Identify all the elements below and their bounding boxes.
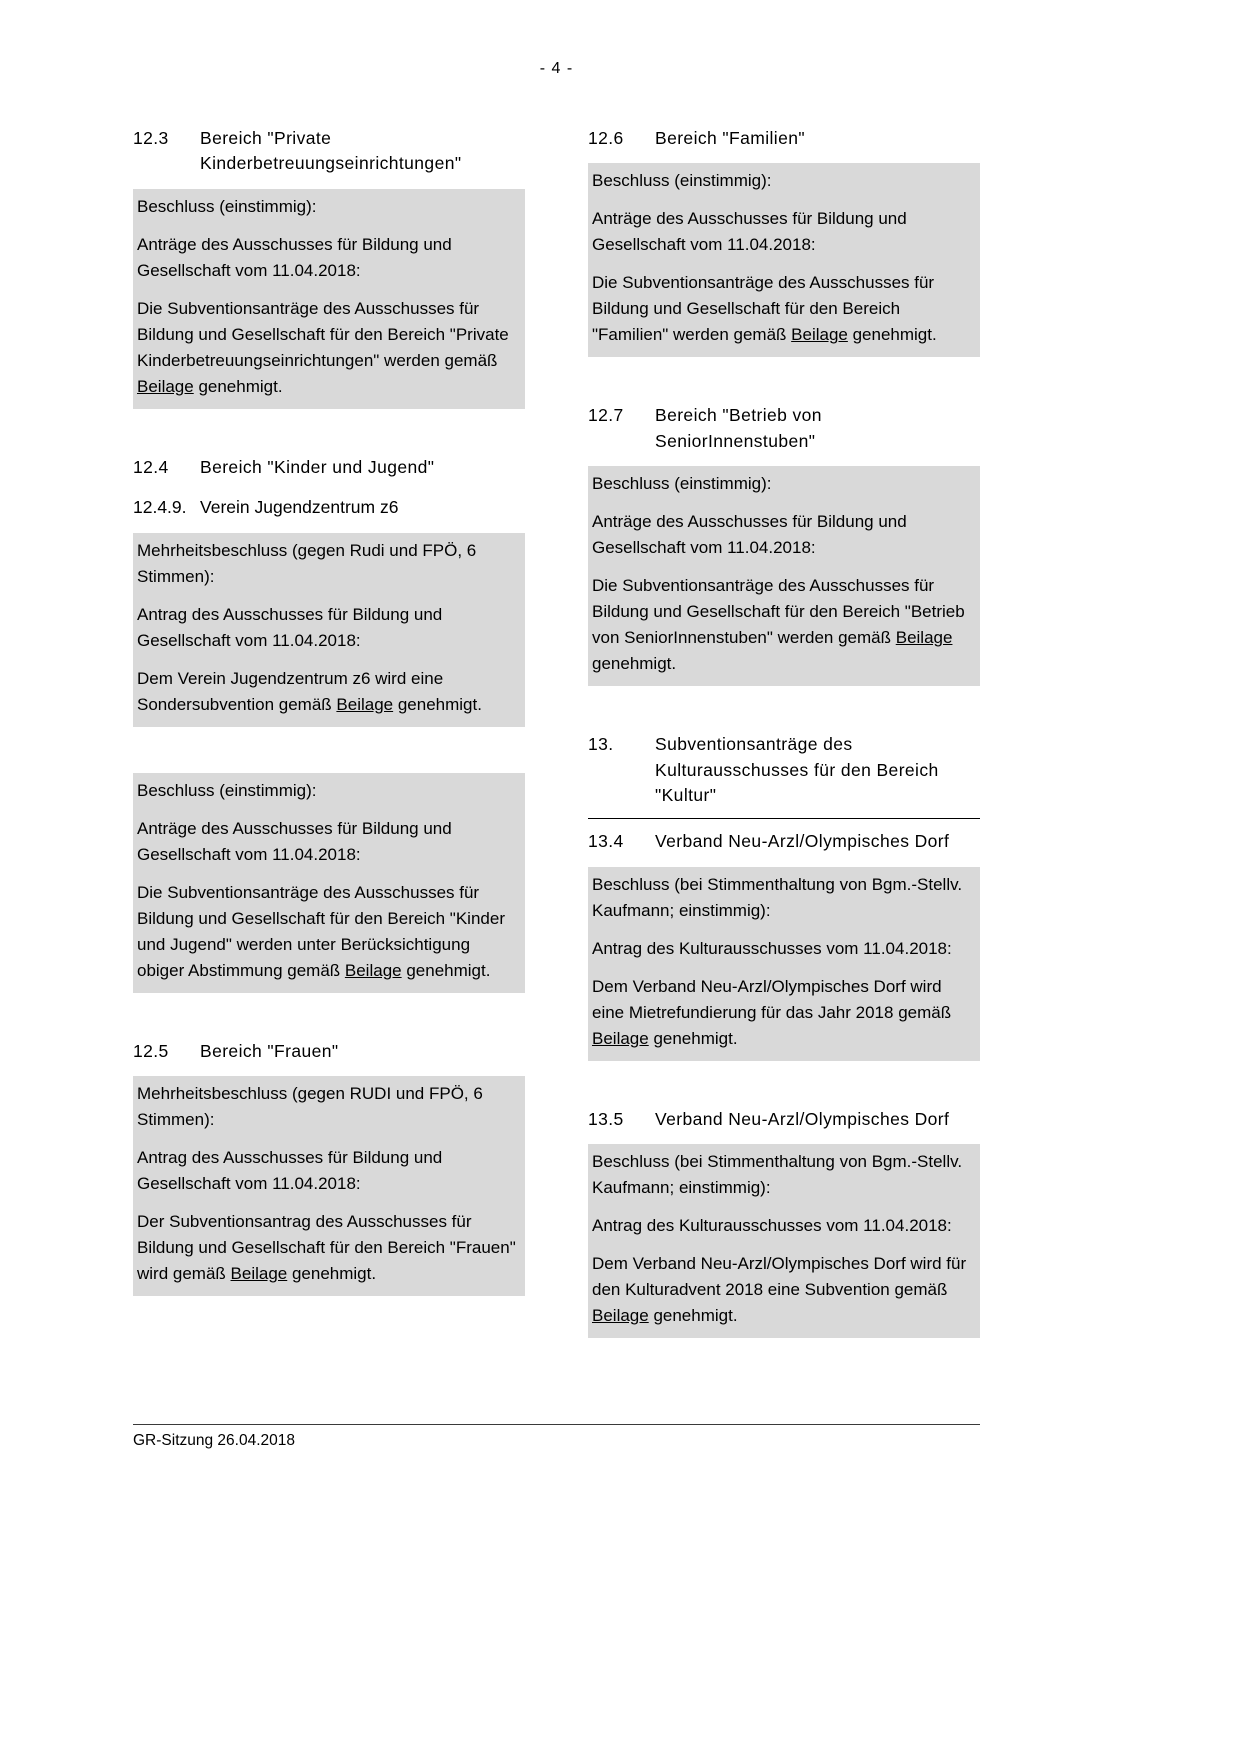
decision-paragraph (592, 1213, 972, 1239)
text-run: Der Subventionsantrag des Ausschusses für Bildung und Gesellschaft für den Bereich "Frauen" wird gemäß (137, 1211, 516, 1283)
text-run: Antrag des Ausschusses für Bildung und Gesellschaft vom 11.04.2018: (137, 1147, 443, 1193)
section-title: Verband Neu-Arzl/Olympisches Dorf (655, 1108, 950, 1129)
decision-paragraph (137, 1081, 517, 1133)
text-run: genehmigt. (401, 960, 491, 980)
section-heading-13 (588, 732, 980, 819)
text-run: Beschluss (einstimmig): (592, 474, 772, 494)
text-run: Beschluss (bei Stimmenthaltung von Bgm.-Stellv. Kaufmann; einstimmig): (592, 1152, 963, 1197)
decision-paragraph (137, 194, 517, 220)
section-title: Bereich "Frauen" (200, 1040, 339, 1061)
section-number: 12.3 (133, 128, 169, 148)
column-left (133, 126, 525, 1296)
decision-paragraph (137, 538, 517, 590)
text-run: Die Subventionsanträge des Ausschusses für Bildung und Gesellschaft für den Bereich "Kinder und Jugend" werden unter Berücksichtigung obiger Abstimmung gemäß (137, 882, 505, 980)
underlined-text: Beilage (895, 628, 953, 648)
text-run: Beschluss (einstimmig): (137, 780, 317, 800)
decision-box (588, 466, 980, 686)
text-run: Mehrheitsbeschluss (gegen RUDI und FPÖ, 6 Stimmen): (137, 1083, 483, 1129)
footer-text: GR-Sitzung 26.04.2018 (133, 1432, 295, 1449)
text-run: Die Subventionsanträge des Ausschusses für Bildung und Gesellschaft für den Bereich "Betrieb von SeniorInnenstuben" werden gemäß (592, 576, 965, 648)
decision-box (588, 163, 980, 357)
section-heading-12-3 (133, 126, 525, 177)
decision-box (133, 1076, 525, 1296)
underlined-text: Beilage (336, 694, 394, 714)
decision-paragraph (137, 880, 517, 984)
text-run: genehmigt. (847, 325, 937, 345)
text-run: Dem Verband Neu-Arzl/Olympisches Dorf wird eine Mietrefundierung für das Jahr 2018 gemäß (592, 976, 952, 1022)
decision-paragraph (137, 296, 517, 400)
section-number: 12.5 (133, 1040, 169, 1061)
decision-paragraph (137, 666, 517, 718)
section-number: 13.5 (588, 1108, 624, 1129)
underlined-text: Beilage (592, 1028, 649, 1048)
section-heading-12-6 (588, 126, 980, 151)
decision-paragraph (137, 602, 517, 654)
page-footer (133, 1424, 980, 1450)
decision-paragraph (137, 1145, 517, 1197)
section-number: 12.4 (133, 456, 169, 477)
text-run: Dem Verband Neu-Arzl/Olympisches Dorf wird für den Kulturadvent 2018 eine Subvention gemäß (592, 1254, 967, 1299)
decision-box (133, 773, 525, 993)
decision-paragraph (592, 936, 972, 962)
decision-paragraph (137, 816, 517, 868)
text-run: Beschluss (bei Stimmenthaltung von Bgm.-Stellv. Kaufmann; einstimmig): (592, 874, 963, 920)
text-run: genehmigt. (193, 376, 283, 396)
section-heading-12-7 (588, 403, 980, 454)
text-run: genehmigt. (287, 1263, 377, 1283)
section-title: Bereich "Kinder und Jugend" (200, 456, 435, 477)
section-heading-12-5 (133, 1039, 525, 1064)
section-title: Subventionsanträge des Kulturausschusses für den Bereich "Kultur" (655, 734, 939, 805)
section-number: 12.4.9. (133, 497, 187, 518)
section-number: 13.4 (588, 831, 624, 852)
section-number: 13. (588, 734, 614, 755)
section-number: 12.6 (588, 128, 624, 148)
section-number: 12.7 (588, 405, 624, 426)
text-run: Dem Verein Jugendzentrum z6 wird eine Sondersubvention gemäß (137, 668, 444, 714)
text-run: Antrag des Ausschusses für Bildung und Gesellschaft vom 11.04.2018: (137, 604, 443, 650)
text-run: Antrag des Kulturausschusses vom 11.04.2018: (592, 1216, 952, 1235)
text-run: Beschluss (einstimmig): (592, 171, 772, 191)
section-title: Verband Neu-Arzl/Olympisches Dorf (655, 831, 950, 852)
text-run: Anträge des Ausschusses für Bildung und Gesellschaft vom 11.04.2018: (592, 512, 907, 558)
decision-paragraph (592, 206, 972, 258)
section-subheading-12-4-9 (133, 495, 525, 520)
text-run: Die Subventionsanträge des Ausschusses für Bildung und Gesellschaft für den Bereich "Private Kinderbetreuungseinrichtungen" werden gemäß (137, 298, 509, 370)
decision-paragraph (592, 168, 972, 194)
section-title: Verein Jugendzentrum z6 (200, 497, 399, 518)
text-run: Beschluss (einstimmig): (137, 196, 317, 216)
section-title: Bereich "Familien" (655, 128, 805, 148)
decision-paragraph (137, 778, 517, 804)
underlined-text: Beilage (592, 1306, 649, 1325)
underlined-text: Beilage (230, 1263, 288, 1283)
section-heading-12-4 (133, 455, 525, 480)
decision-paragraph (592, 471, 972, 497)
section-heading-13-4 (588, 829, 980, 854)
text-run: genehmigt. (592, 654, 677, 674)
decision-paragraph (592, 509, 972, 561)
underlined-text: Beilage (137, 376, 194, 396)
text-run: Anträge des Ausschusses für Bildung und Gesellschaft vom 11.04.2018: (592, 209, 907, 255)
text-run: Die Subventionsanträge des Ausschusses für Bildung und Gesellschaft für den Bereich "Familien" werden gemäß (592, 273, 935, 345)
decision-paragraph (137, 232, 517, 284)
column-right (588, 126, 980, 1338)
text-run: Anträge des Ausschusses für Bildung und Gesellschaft vom 11.04.2018: (137, 234, 452, 280)
decision-box (588, 1144, 980, 1338)
decision-box (588, 867, 980, 1061)
decision-paragraph (137, 1209, 517, 1287)
text-run: Mehrheitsbeschluss (gegen Rudi und FPÖ, 6 Stimmen): (137, 540, 477, 586)
section-title: Bereich "Private Kinderbetreuungseinrichtungen" (200, 128, 462, 174)
page-number: - 4 - (539, 60, 574, 77)
decision-paragraph (592, 270, 972, 348)
text-run: Anträge des Ausschusses für Bildung und Gesellschaft vom 11.04.2018: (137, 818, 452, 864)
decision-paragraph (592, 974, 972, 1052)
text-run: genehmigt. (648, 1028, 738, 1048)
underlined-text: Beilage (344, 960, 402, 980)
decision-paragraph (592, 1149, 972, 1201)
text-run: genehmigt. (648, 1306, 738, 1325)
text-run: Antrag des Kulturausschusses vom 11.04.2018: (592, 938, 952, 958)
two-column-content (133, 126, 980, 1338)
section-heading-13-5 (588, 1107, 980, 1132)
decision-box (133, 189, 525, 409)
decision-paragraph (592, 1251, 972, 1329)
decision-paragraph (592, 872, 972, 924)
text-run: genehmigt. (393, 694, 482, 714)
section-title: Bereich "Betrieb von SeniorInnenstuben" (655, 405, 822, 451)
decision-paragraph (592, 573, 972, 677)
decision-box (133, 533, 525, 727)
underlined-text: Beilage (791, 325, 848, 345)
